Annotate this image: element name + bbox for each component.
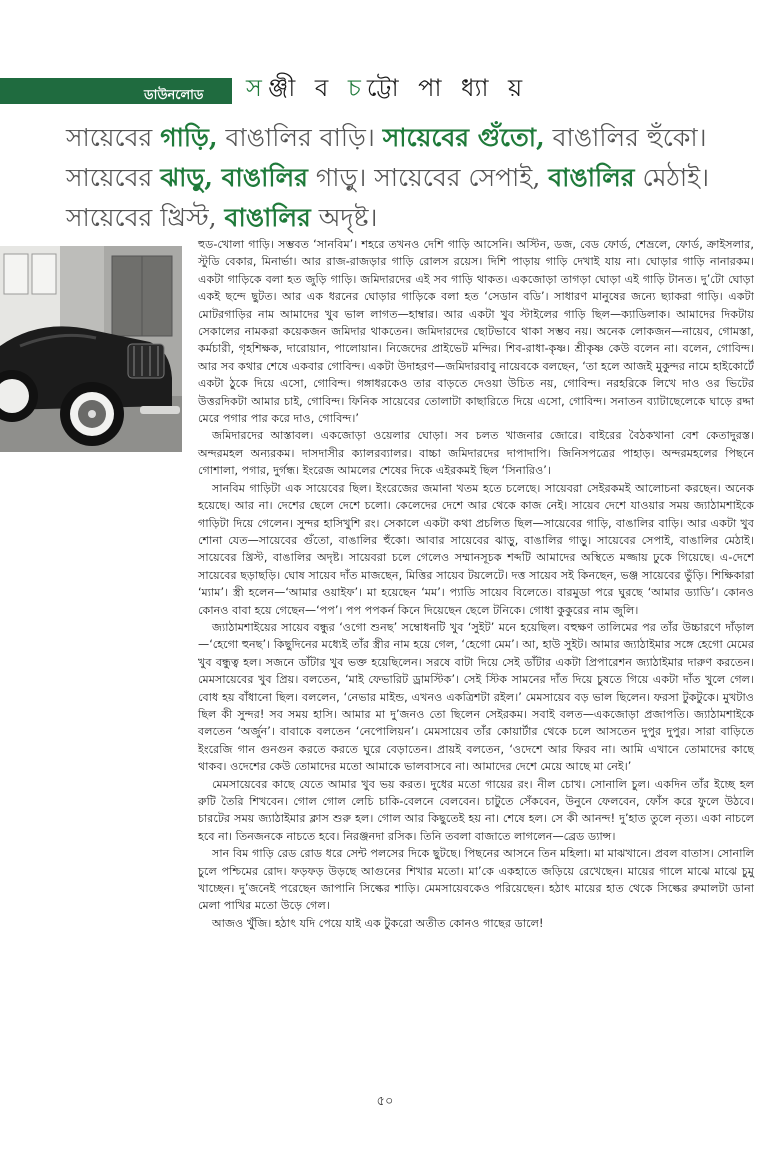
page-number: ৫০: [376, 1094, 394, 1109]
headline: [66, 118, 756, 238]
paragraph: জমিদারদের আস্তাবল। একজোড়া ওয়েলার ঘোড়া। সব চলত খাজনার জোরে। বাইরের বৈঠকখানা বেশ কেতাদুরস্ত। অন্দরমহল অন্যরকম। দাসদাসীর ক্যালরব্যালর। বাচ্চা জমিদারদের দাপাদাপি। জিনিসপত্রের পাহাড়। অন্দরমহলের পিছনে গোশালা, পগার, দুর্গন্ধ। ইংরেজ আমলের শেষের দিকে এইরকমই ছিল ‘সিনারিও’।: [198, 429, 754, 478]
author-initial-2: চ: [347, 74, 367, 102]
paragraph: হুড-খোলা গাড়ি। সম্ভবত ‘সানবিম’। শহরে তখনও দেশি গাড়ি আসেনি। অস্টিন, ডজ, বেড ফোর্ড, শেভ্রলে, ফোর্ড, ক্রাইসলার, স্টুডি বেকার, মিনার্ভা। আর রাজ-রাজড়ার গাড়ি রোলস রয়েস। দিশি পাড়ায় গাড়ি দেখাই যায় না। ঘোড়ার গাড়ি নানারকম। একটা গাড়িকে বলা হত জুড়ি গাড়ি। জমিদারদের এই সব গাড়ি থাকত। একজোড়া তাগড়া ঘোড়া এই গাড়ি টানত। দু’টো ঘোড়া একই ছন্দে ছুটত। আর এক ধরনের ঘোড়ার গাড়িকে বলা হত ‘সেডান বডি’। সাধারণ মানুষের জন্যে ছ্যাকরা গাড়ি। একটা মোটরগাড়ির নাম আমাদের খুব ভাল লাগত—হাম্বার। আর একটা খুব স্টাইলের গাড়ি ছিল—ক্যাডিলাক। আমাদের দিকটায় সেকালের নামকরা কয়েকজন জমিদার থাকতেন। জমিদারদের ছোটভাবে থাকা সম্ভব নয়। অনেক লোকজন—নায়েব, গোমস্তা, কর্মচারী, গৃহশিক্ষক, দারোয়ান, পালোয়ান। নিজেদের প্রাইভেট মন্দির। শিব-রাধা-কৃষ্ণ। শ্রীকৃষ্ণ কেউ বলেন না। বলেন, গোবিন্দ। আর সব কথার শেষে একবার গোবিন্দ। একটা উদাহরণ—জমিদারবাবু নায়েবকে বলছেন, ‘তা হলে আজই মুকুন্দর নামে হাইকোর্টে একটা ঠুকে দিয়ে এসো, গোবিন্দ। গঙ্গাধরকেও তার বাড়তে দেওয়া উচিত নয়, গোবিন্দ। নরহরিকে লিখে দাও ওর ভিটের উত্তরদিকটা আমার চাই, গোবিন্দ। ফিনিক সায়েবের তোলাটা কাছারিতে দিয়ে এসো, গোবিন্দ। সনাতন ব্যাটাছেলেকে ঘাড়ে রদ্দা মেরে পগার পার করে দাও, গোবিন্দ।’: [198, 238, 754, 426]
author-part-2: ট্টো পা ধ্যা য়: [366, 74, 529, 102]
headline-highlight: ঝাড়ু, বাঙালির: [160, 163, 308, 192]
headline-highlight: বাঙালির: [548, 163, 635, 192]
author-initial-1: স: [246, 74, 268, 102]
article-body: [198, 236, 754, 932]
headline-highlight: গাড়ি,: [160, 123, 218, 152]
vintage-car-illustration: [0, 246, 182, 452]
headline-line-1: [66, 118, 756, 158]
headline-text: সায়েবের খ্রিস্ট,: [66, 203, 225, 232]
author-name: [246, 72, 528, 104]
headline-text: বাঙালির হুঁকো।: [544, 123, 707, 152]
paragraph: মেমসায়েবের কাছে যেতে আমার খুব ভয় করত। দুধের মতো গায়ের রং। নীল চোখ। সোনালি চুল। একদিন তাঁর ইচ্ছে হল রুটি তৈরি শিখবেন। গোল গোল লেচি চাকি-বেলনে বেলবেন। চাটুতে সেঁকবেন, উনুনে ফেলবেন, ফোঁস করে ফুলে উঠবে। চারটের সময় জ্যাঠাইমার ক্লাস শুরু হল। গোল আর কিছুতেই হয় না। শেষে হল। সে কী আনন্দ! দু’হাত তুলে নৃত্য। একা নাচলে হবে না। তিনজনকে নাচতে হবে। নিরঞ্জনদা রসিক। তিনি তবলা বাজাতে লাগলেন—ব্রেড ড্যান্স।: [198, 777, 754, 843]
headline-text: বাঙালির বাড়ি।: [217, 123, 383, 152]
headline-text: সায়েবের: [66, 163, 161, 192]
headline-text: গাড়ু। সায়েবের সেপাই,: [307, 163, 549, 192]
headline-text: মেঠাই।: [634, 163, 710, 192]
paragraph: সান বিম গাড়ি রেড রোড ধরে সেন্ট পলসের দিকে ছুটছে। পিছনের আসনে তিন মহিলা। মা মাঝখানে। প্রবল বাতাস। সোনালি চুলে পশ্চিমের রোদ। ফড়ফড় উড়ছে আগুনের শিখার মতো। মা’কে একহাতে জড়িয়ে রেখেছেন। মায়ের গালে মাঝে মাঝে চুমু খাচ্ছেন। দু’জনেই পরেছেন জাপানি সিল্কের শাড়ি। মেমসায়েবকেও পরিয়েছেন। হঠাৎ মায়ের হাত থেকে সিল্কের রুমালটা ডানা মেলা পাখির মতো উড়ে গেল।: [198, 847, 754, 913]
paragraph: সানবিম গাড়িটা এক সায়েবের ছিল। ইংরেজের জমানা খতম হতে চলেছে। সায়েবরা সেইরকমই আলোচনা করছেন। অনেক হয়েছে। আর না। দেশের ছেলে দেশে চলো। কেলেদের দেশে আর থেকে কাজ নেই। সায়েব দেশে যাওয়ার সময় জ্যাঠামশাইকে গাড়িটা দিয়ে গেলেন। সুন্দর হাসিখুশি রং। সেকালে একটা কথা প্রচলিত ছিল—সায়েবের গাড়ি, বাঙালির বাড়ি। আর একটা খুব শোনা যেত—সায়েবের গুঁতো, বাঙালির হুঁকো। আবার সায়েবের ঝাড়ু, বাঙালির গাড়ু। সায়েবের সেপাই, বাঙালির মেঠাই। সায়েবের খ্রিস্ট, বাঙালির অদৃষ্ট। সায়েবরা চলে গেলেও সম্মানসূচক শব্দটি আমাদের অস্থিতে মজ্জায় ঢুকে গিয়েছে। এ-দেশে সায়েবের ছড়াছড়ি। ঘোষ সায়েব দাঁত মাজছেন, মিত্তির সায়েব টয়লেটে। দত্ত সায়েব সই কিনছেন, ভঞ্জ সায়েবের ভুঁড়ি। শিক্ষিকারা ‘ম্যাম’। স্ত্রী হলেন—‘আমার ওয়াইফ’। মা হয়েছেন ‘মম’। প্যাডি সায়েব বিলেতে। বারমুডা পরে ঘুরছে ‘আমার ড্যাডি’। কোনও কোনও বাবা হয়ে গেছেন—‘পপ’। পপ পপকর্ন কিনে দিয়েছেন ছেলে টনিকে। গোধা কুকুরের নাম জুলি।: [198, 481, 754, 617]
paragraph: আজও খুঁজি। হঠাৎ যদি পেয়ে যাই এক টুকরো অতীত কোনও গাছের ডালে!: [212, 916, 544, 930]
headline-line-3: [66, 198, 756, 238]
headline-text: অদৃষ্ট।: [310, 203, 378, 232]
headline-highlight: সায়েবের গুঁতো,: [382, 123, 545, 152]
paragraph: জ্যাঠামশাইয়ের সায়েব বন্ধুর ‘ওগো শুনছ’ সম্বোধনটি খুব ‘সুইট’ মনে হয়েছিল। বহুক্ষণ তালিমের পর তাঁর উচ্চারণে দাঁড়াল—‘হেগো হুনছ’। কিছুদিনের মধ্যেই তাঁর স্ত্রীর নাম হয়ে গেল, ‘হেগো মেম’। আ, হাউ সুইট। আমার জ্যাঠাইমার সঙ্গে হেগো মেমের খুব বন্ধুত্ব হল। সজনে ডাঁটার খুব ভক্ত হয়েছিলেন। সরষে বাটা দিয়ে সেই ডাঁটার একটা প্রিপারেশন জ্যাঠাইমার দারুণ করতেন। মেমসায়েবের খুব প্রিয়। বলতেন, ‘মাই ফেভারিট ড্রামস্টিক’। সেই স্টিক সামনের দাঁত দিয়ে চুষতে গিয়ে একটা দাঁত খুলে গেল। বোধ হয় বাঁধানো ছিল। বললেন, ‘নেভার মাইন্ড, এখনও একত্রিশটা রইল।’ মেমসায়েব বড় ভাল ছিলেন। ফরসা টুকটুকে। মুখটাও ছিল কী সুন্দর! সব সময় হাসি। আমার মা দু’জনও তো ছিলেন সেইরকম। সবাই বলত—একজোড়া প্রজাপতি। জ্যাঠামশাইকে বলতেন ‘অর্জুন’। বাবাকে বলতেন ‘নেপোলিয়ন’। মেমসায়েব তাঁর কোয়ার্টার থেকে চলে আসতেন দুপুর দুপুর। সারা বাড়িতে ইংরেজি গান গুনগুন করতে করতে ঘুরে বেড়াতেন। প্রায়ই বলতেন, ‘ওদেশে আর ফিরব না। আমি এখানে তোমাদের কাছে থাকব। ওদেশের কেউ তোমাদের মতো আমাকে ভালবাসবে না। আমাদের দেশে মেয়ে আছে মা নেই।’: [198, 620, 754, 774]
download-label: ডাউনলোড: [144, 88, 204, 103]
headline-line-2: [66, 158, 756, 198]
author-part-1: ঞ্জী ব: [267, 74, 348, 102]
headline-highlight: বাঙালির: [224, 203, 311, 232]
vintage-car-photo: [0, 246, 182, 452]
headline-text: সায়েবের: [66, 123, 161, 152]
